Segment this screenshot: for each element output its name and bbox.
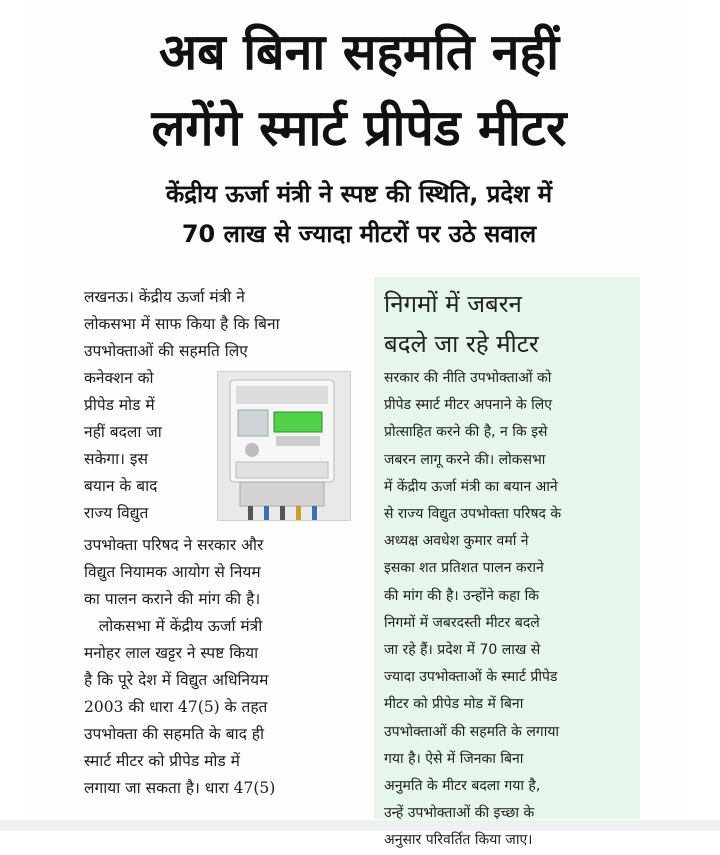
article-intro [84, 284, 354, 365]
sidebar-line: प्रीपेड स्मार्ट मीटर अपनाने के लिए [384, 397, 552, 414]
sidebar-line: गया है। ऐसे में जिनका बिना [384, 750, 524, 767]
article-line: कनेक्शन को [84, 369, 154, 387]
article-line: विद्युत नियामक आयोग से नियम [84, 563, 261, 581]
sidebar-line: उन्हें उपभोक्ताओं की इच्छा के [384, 805, 535, 822]
article-line: लखनऊ। केंद्रीय ऊर्जा मंत्री ने [84, 288, 245, 306]
subheadline [30, 174, 688, 254]
sidebar-line: में केंद्रीय ऊर्जा मंत्री का बयान आने [384, 478, 558, 495]
sidebar-heading-line-2: बदले जा रहे मीटर [384, 330, 539, 358]
smart-meter-photo [217, 371, 351, 521]
article-line: नहीं बदला जा [84, 423, 162, 441]
article-line: प्रीपेड मोड में [84, 396, 155, 414]
sidebar-line: अनुमति के मीटर बदला गया है, [384, 778, 541, 795]
sidebar-line: इसका शत प्रतिशत पालन कराने [384, 560, 544, 577]
article-wrap-text [84, 365, 212, 527]
sidebar-line: प्रोत्साहित करने की है, न कि इसे [384, 424, 548, 441]
article-line: सकेगा। इस [84, 450, 149, 468]
sidebar-line: मीटर को प्रीपेड मोड में बिना [384, 696, 524, 713]
article-line: है कि पूरे देश में विद्युत अधिनियम [84, 671, 269, 689]
article-line: उपभोक्ता की सहमति के बाद ही [84, 725, 264, 743]
sidebar-line: की मांग की है। उन्होंने कहा कि [384, 587, 539, 604]
sidebar-line: निगमों में जबरदस्ती मीटर बदले [384, 614, 540, 631]
article-line: उपभोक्ता परिषद ने सरकार और [84, 536, 264, 554]
article-line: मनोहर लाल खट्टर ने स्पष्ट किया [84, 644, 259, 662]
article-line: लगाया जा सकता है। धारा 47(5) [84, 779, 276, 797]
sidebar-line: सरकार की नीति उपभोक्ताओं को [384, 370, 552, 386]
subheadline-line-2: 70 लाख से ज्यादा मीटरों पर उठे सवाल [181, 220, 537, 248]
sidebar-line: जा रहे हैं। प्रदेश में 70 लाख से [384, 642, 541, 659]
sidebar-heading [384, 284, 634, 364]
meter-illustration [218, 372, 350, 520]
article-line: 2003 की धारा 47(5) के तहत [84, 698, 268, 716]
sidebar-body [384, 365, 634, 855]
article-line: बयान के बाद [84, 477, 158, 495]
article-line: लोकसभा में केंद्रीय ऊर्जा मंत्री [84, 617, 263, 635]
sidebar-line: अध्यक्ष अवधेश कुमार वर्मा ने [384, 533, 529, 550]
headline-line-1: अब बिना सहमति नहीं [158, 23, 560, 81]
sidebar-line: ज्यादा उपभोक्ताओं के स्मार्ट प्रीपेड [384, 669, 558, 686]
sidebar-line: अनुसार परिवर्तित किया जाए। [384, 832, 533, 849]
sidebar-line: से राज्य विद्युत उपभोक्ता परिषद के [384, 506, 562, 523]
subheadline-line-1: केंद्रीय ऊर्जा मंत्री ने स्पष्ट की स्थिति, प्रदेश में [165, 180, 553, 208]
article-line: उपभोक्ताओं की सहमति लिए [84, 342, 248, 360]
article-line: राज्य विद्युत [84, 504, 149, 522]
sidebar-line: उपभोक्ताओं की सहमति के लगाया [384, 723, 560, 740]
article-line: लोकसभा में साफ किया है कि बिना [84, 315, 280, 333]
sidebar-line: जबरन लागू करने की। लोकसभा [384, 451, 546, 468]
article-body [84, 532, 354, 802]
sidebar-heading-line-1: निगमों में जबरन [384, 290, 522, 318]
headline [30, 14, 688, 166]
article-line: का पालन कराने की मांग की है। [84, 590, 261, 608]
headline-line-2: लगेंगे स्मार्ट प्रीपेड मीटर [151, 99, 567, 157]
article-line: स्मार्ट मीटर को प्रीपेड मोड में [84, 752, 240, 770]
